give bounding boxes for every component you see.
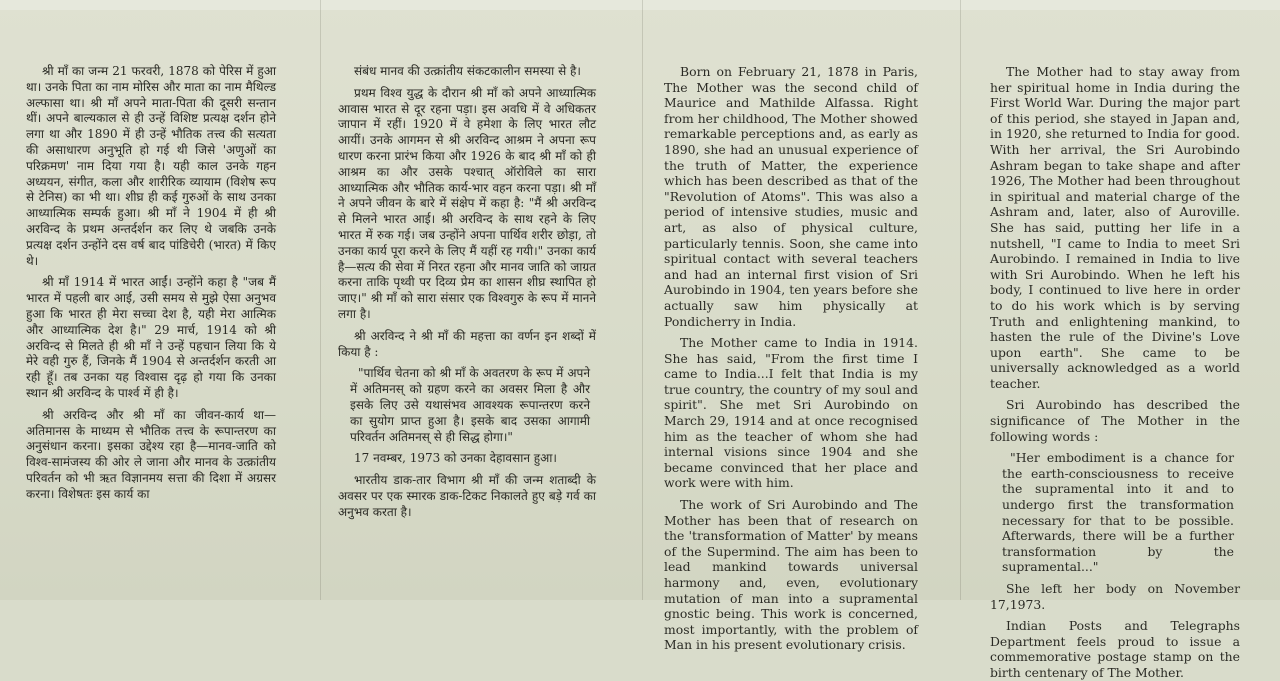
fold-line — [960, 0, 961, 600]
paragraph: She left her body on November 17,1973. — [990, 581, 1240, 612]
paragraph: Indian Posts and Telegraphs Department feels proud to issue a commemorative postage stamp on the birth centenary of The Mother. — [990, 618, 1240, 680]
paragraph: The Mother had to stay away from her spiritual home in India during the First World War. During the major part of this period, she stayed in Japan and, in 1920, she returned to India for good. With her arrival, the Sri Aurobindo Ashram began to take shape and after 1926, The Mother had been throughout in spiritual and material charge of the Ashram and, later, also of Auroville. She has said, putting her life in a nutshell, "I came to India to meet Sri Aurobindo. I remained in India to live with Sri Aurobindo. When he left his body, I continued to live here in order to do his work which is by serving Truth and enlightening mankind, to hasten the rule of the Divine's Love upon earth". She came to be universally acknowledged as a world teacher. — [990, 64, 1240, 391]
paragraph: श्री माँ 1914 में भारत आईं। उन्होंने कहा है "जब मैं भारत में पहली बार आई, उसी समय से मुझे ऐसा अनुभव हुआ कि भारत ही मेरा सच्चा देश है, यही मेरा आत्मिक और आध्यात्मिक देश है।" 29 मार्च, 1914 को श्री अरविन्द से मिलते ही श्री माँ ने उन्हें पहचान लिया कि ये मेरे वही गुरु हैं, जिनके मैं 1904 से अन्तर्दर्शन करती आ रही हूँ। तब उनका यह विश्वास दृढ़ हो गया कि उनका स्थान श्री अरविन्द के पार्श्व में ही है। — [26, 275, 276, 400]
paragraph: प्रथम विश्व युद्ध के दौरान श्री माँ को अपने आध्यात्मिक आवास भारत से दूर रहना पड़ा। इस अवधि में वे अधिकतर जापान में रहीं। 1920 में वे हमेशा के लिए भारत लौट आयीं। उनके आगमन से श्री अरविन्द आश्रम ने अपना रूप धारण करना प्रारंभ किया और 1926 के बाद श्री माँ को ही आश्रम का और उसके पश्चात् ऑरोविले का सारा आध्यात्मिक और भौतिक कार्य-भार वहन करना पड़ा। श्री माँ ने अपने जीवन के बारे में संक्षेप में कहा है: "मैं श्री अरविन्द से मिलने भारत आई। श्री अरविन्द के साथ रहने के लिए भारत में रुक गई। जब उन्होंने अपना पार्थिव शरीर छोड़ा, तो उनका कार्य पूरा करने के लिए मैं यहीं रह गयी।" उनका कार्य है—सत्य की सेवा में निरत रहना और मानव जाति को जाग्रत करना ताकि पृथ्वी पर दिव्य प्रेम का शासन शीघ्र स्थापित हो जाए।" श्री माँ को सारा संसार एक विश्वगुरु के रूप में मानने लगा है। — [338, 85, 596, 321]
english-column-2 — [990, 64, 1240, 680]
paragraph: श्री अरविन्द ने श्री माँ की महत्ता का वर्णन इन शब्दों में किया है : — [338, 328, 596, 359]
paragraph: The Mother came to India in 1914. She has said, "From the first time I came to India...I felt that India is my true country, the country of my soul and spirit". She met Sri Aurobindo on March 29, 1914 and at once recognised him as the teacher of whom she had internal visions since 1904 and she became convinced that her place and work were with him. — [664, 335, 918, 491]
paragraph: Sri Aurobindo has described the significance of The Mother in the following words : — [990, 397, 1240, 444]
hindi-column-2 — [338, 64, 596, 594]
paragraph: Born on February 21, 1878 in Paris, The Mother was the second child of Maurice and Mathilde Alfassa. Right from her childhood, The Mother showed remarkable perceptions and, as early as 1890, she had an unusual experience of the truth of Matter, the experience which has been described as that of the "Revolution of Atoms". This was also a period of intensive studies, music and art, as also of physical culture, particularly tennis. Soon, she came into spiritual contact with several teachers and had an internal first vision of Sri Aurobindo in 1904, ten years before she actually saw him physically at Pondicherry in India. — [664, 64, 918, 329]
fold-line — [642, 0, 643, 600]
quote: "Her embodiment is a chance for the earth-consciousness to receive the supramental into it and to undergo first the transformation necessary for that to be possible. Afterwards, there will be a further transformation by the supramental..." — [1002, 450, 1234, 575]
paragraph: श्री अरविन्द और श्री माँ का जीवन-कार्य था—अतिमानस के माध्यम से भौतिक तत्त्व के रूपान्तरण का अनुसंधान करना। इसका उद्देश्य रहा है—मानव-जाति को विश्व-सामंजस्य की ओर ले जाना और मानव के उत्क्रांतीय परिवर्तन को भी ऋत विज्ञानमय सत्ता की दिशा में अग्रसर करना। विशेषतः इस कार्य का — [26, 407, 276, 501]
english-column-1 — [664, 64, 918, 653]
paragraph: The work of Sri Aurobindo and The Mother has been that of research on the 'transformation of Matter' by means of the Supermind. The aim has been to lead mankind towards universal harmony and, even, evolutionary mutation of man into a supramental gnostic being. This work is concerned, most importantly, with the problem of Man in his present evolutionary crisis. — [664, 497, 918, 653]
fold-line — [320, 0, 321, 600]
paragraph: संबंध मानव की उत्क्रांतीय संकटकालीन समस्या से है। — [354, 64, 581, 78]
paragraph: भारतीय डाक-तार विभाग श्री माँ की जन्म शताब्दी के अवसर पर एक स्मारक डाक-टिकट निकालते हुए बड़े गर्व का अनुभव करता है। — [338, 473, 596, 519]
top-edge — [0, 0, 1280, 10]
hindi-column-1 — [26, 64, 276, 594]
paragraph: श्री माँ का जन्म 21 फरवरी, 1878 को पेरिस में हुआ था। उनके पिता का नाम मोरिस और माता का नाम मैथिल्ड अल्फासा था। श्री माँ अपने माता-पिता की दूसरी सन्तान थीं। अपने बाल्यकाल से ही उन्हें विशिष्ट प्रत्यक्ष दर्शन होने लगा था और 1890 में ही उन्हें भौतिक तत्त्व की सत्यता की असाधारण अनुभूति हो गई थी जिसे 'अणुओं का परिक्रमण' नाम दिया गया है। यही काल उनके गहन अध्ययन, संगीत, कला और शारीरिक व्यायाम (विशेष रूप से टेनिस) का भी था। शीघ्र ही कई गुरुओं के साथ उनका आध्यात्मिक सम्पर्क हुआ। श्री माँ ने 1904 में ही श्री अरविन्द के प्रथम अन्तर्दर्शन कर लिए थे जबकि उनके प्रत्यक्ष दर्शन उन्होंने दस वर्ष बाद पांडिचेरी (भारत) में किए थे। — [26, 64, 276, 268]
quote: "पार्थिव चेतना को श्री माँ के अवतरण के रूप में अपने में अतिमनस् को ग्रहण करने का अवसर मिला है और इसके लिए उसे यथासंभव आवश्यक रूपान्तरण करने का सुयोग प्राप्त हुआ है। इसके बाद उसका आगामी परिवर्तन अतिमनस् से ही सिद्ध होगा।" — [350, 366, 590, 444]
paragraph: 17 नवम्बर, 1973 को उनका देहावसान हुआ। — [354, 451, 557, 466]
